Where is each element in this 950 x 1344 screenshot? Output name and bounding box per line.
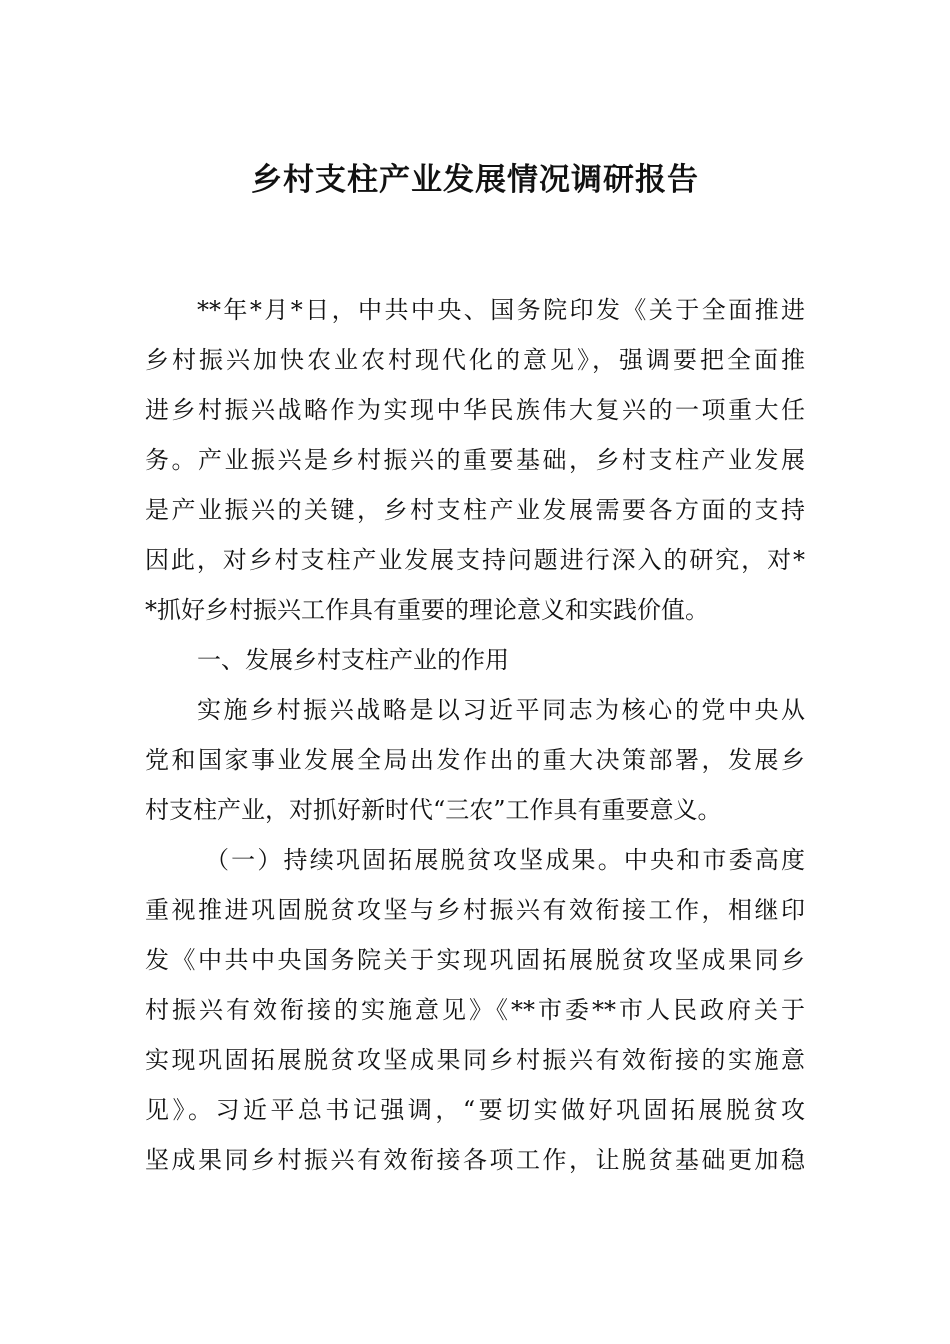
paragraph-line: 是产业振兴的关键，乡村支柱产业发展需要各方面的支持	[145, 496, 805, 524]
paragraph-line: 村振兴有效衔接的实施意见》《**市委**市人民政府关于	[145, 996, 805, 1024]
paragraph-line: **年*月*日，中共中央、国务院印发《关于全面推进	[197, 296, 805, 324]
paragraph-line: （一）持续巩固拓展脱贫攻坚成果。中央和市委高度	[205, 846, 805, 874]
paragraph-line: 务。产业振兴是乡村振兴的重要基础，乡村支柱产业发展	[145, 446, 805, 474]
paragraph-line: 乡村振兴加快农业农村现代化的意见》，强调要把全面推	[145, 346, 805, 374]
document-body	[145, 285, 805, 1185]
paragraph-line: 实现巩固拓展脱贫攻坚成果同乡村振兴有效衔接的实施意	[145, 1046, 805, 1074]
paragraph-line: 发《中共中央国务院关于实现巩固拓展脱贫攻坚成果同乡	[145, 946, 805, 974]
document-title: 乡村支柱产业发展情况调研报告	[251, 162, 699, 198]
paragraph-line: *抓好乡村振兴工作具有重要的理论意义和实践价值。	[145, 596, 709, 624]
paragraph-line: 见》。习近平总书记强调，“要切实做好巩固拓展脱贫攻	[145, 1096, 805, 1124]
paragraph-line: 坚成果同乡村振兴有效衔接各项工作，让脱贫基础更加稳	[145, 1146, 805, 1174]
paragraph-line: 重视推进巩固脱贫攻坚与乡村振兴有效衔接工作，相继印	[145, 896, 805, 924]
paragraph-line: 实施乡村振兴战略是以习近平同志为核心的党中央从	[197, 696, 805, 724]
paragraph-line: 村支柱产业，对抓好新时代“三农”工作具有重要意义。	[145, 796, 722, 824]
paragraph-line: 进乡村振兴战略作为实现中华民族伟大复兴的一项重大任	[145, 396, 805, 424]
paragraph-line: 党和国家事业发展全局出发作出的重大决策部署，发展乡	[145, 746, 805, 774]
section-heading: 一、发展乡村支柱产业的作用	[197, 646, 509, 674]
paragraph-line: 因此，对乡村支柱产业发展支持问题进行深入的研究，对*	[145, 546, 805, 574]
